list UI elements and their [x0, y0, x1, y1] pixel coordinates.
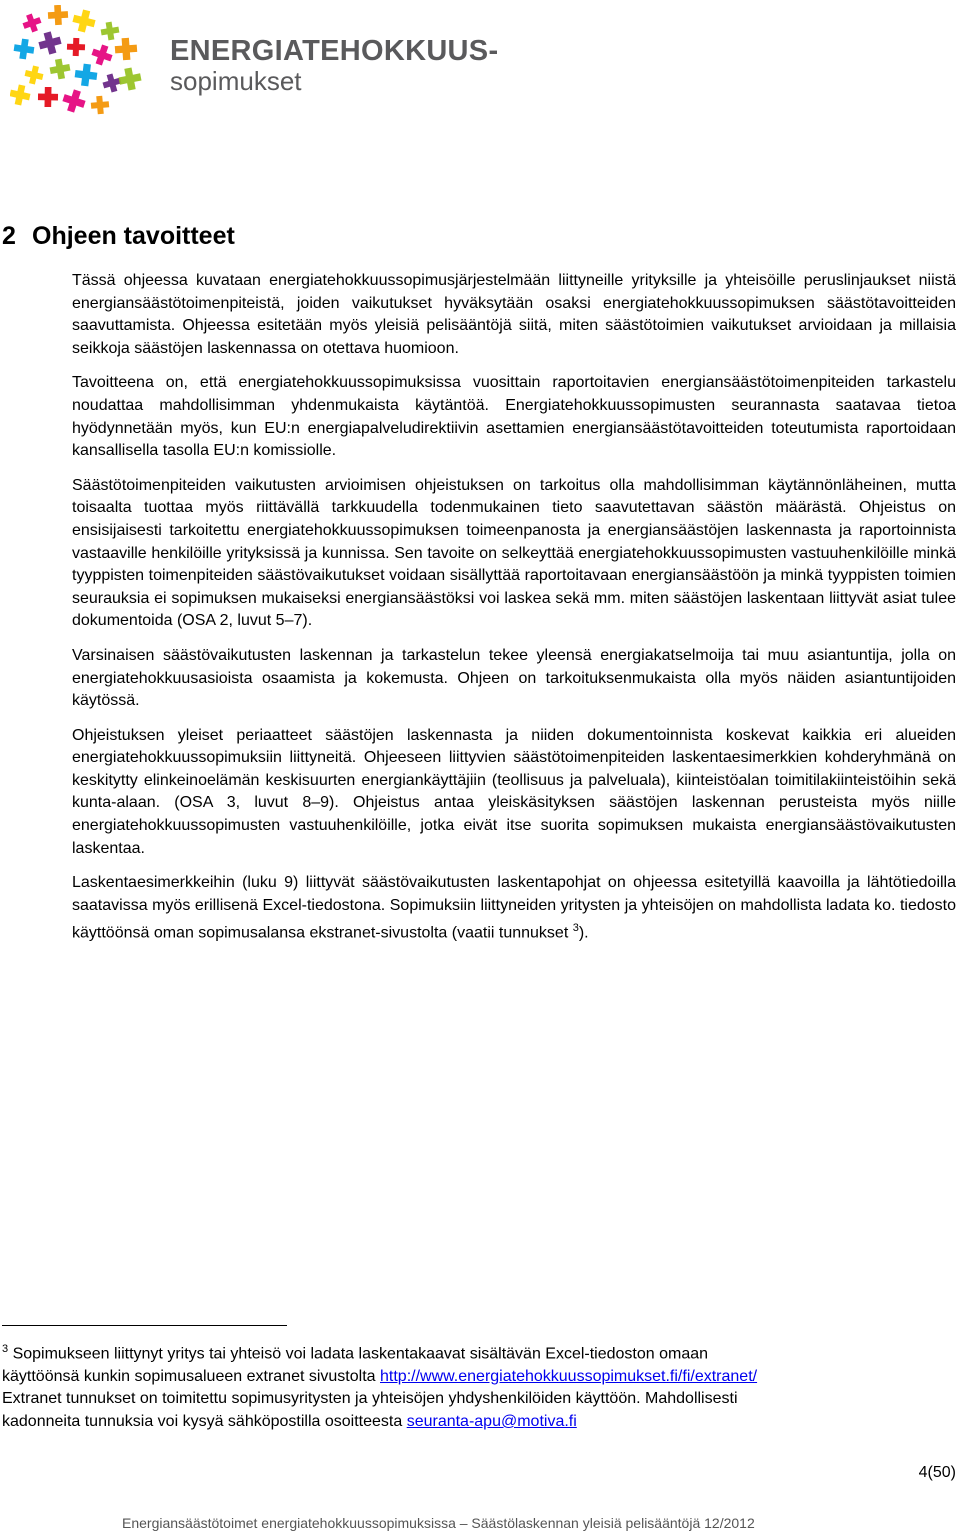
logo-subtitle: sopimukset	[170, 66, 302, 96]
logo-cross-shape	[67, 38, 86, 57]
footnote-text-2: käyttöönsä kunkin sopimusalueen extranet sivustolta	[2, 1367, 380, 1385]
logo-cross-shape	[74, 63, 99, 88]
extranet-link[interactable]: http://www.energiatehokkuussopimukset.fi/fi/extranet/	[380, 1367, 758, 1385]
footnote-marker: 3	[2, 1343, 9, 1355]
paragraph: Varsinaisen säästövaikutusten laskennan ja tarkastelun tekee yleensä energiakatselmoija tai muu asiantuntija, jolla on energiatehokkuusasioista osaamista ja kokemusta. Ohjeen on tarkoituksenmukaista olla myös näiden asiantuntijoiden käytössä.	[72, 646, 956, 710]
footnote-line	[2, 1411, 958, 1434]
body-text	[72, 270, 956, 957]
logo-cross-shape	[60, 87, 88, 115]
footnote	[2, 1338, 958, 1433]
footnote-line	[2, 1366, 958, 1389]
paragraph-text: Laskentaesimerkkeihin (luku 9) liittyvät säästövaikutusten laskentapohjat on ohjeessa esitetyillä kaavoilla ja lähtötiedoilla saatavissa myös erillisenä Excel-tiedostona. Sopimuksiin liittyneiden yritysten ja yhteisöjen on mahdollista ladata ko. tiedosto käyttöönsä oman sopimusalansa ekstranet-sivustolta (vaatii tunnukset	[72, 874, 956, 942]
footnote-text-4: kadonneita tunnuksia voi kysyä sähköpostilla osoitteesta	[2, 1412, 407, 1430]
logo-cross-shape	[90, 95, 110, 115]
footnote-text-1: Sopimukseen liittynyt yritys tai yhteisö voi ladata laskentakaavat sisältävän Excel-tiedoston omaan	[12, 1345, 709, 1363]
page-number: 4(50)	[918, 1464, 956, 1481]
logo-cross-shape	[100, 21, 121, 42]
logo-cross-shape	[71, 8, 98, 35]
logo-cross-shape	[37, 30, 64, 57]
footnote-line	[2, 1338, 958, 1366]
paragraph: Ohjeistuksen yleiset periaatteet säästöjen laskennasta ja niiden dokumentoinnista koskevat kaikkia eri alueiden energiatehokkuussopimuksiin liittyneitä. Ohjeeseen liittyvien säästötoimenpiteiden laskentaesimerkkien kohderyhmänä on keskitytty elinkeinoelämän keskisuurten energiankäyttäjiin (teollisuus ja palveluala), kiinteistöalan toimitilakiinteistöihin sekä kunta-alaan. (OSA 3, luvut 8–9). Ohjeistus antaa yleiskäsityksen säästöjen laskennan perusteista myös niille energiatehokkuussopimusten vastuuhenkilöille, jotka eivät itse suorita sopimuksen mukaista energiansäästövaikutusten laskentaa.	[72, 726, 956, 857]
section-heading	[2, 222, 235, 251]
footnote-line	[2, 1388, 958, 1411]
logo-cross-shape	[89, 42, 114, 67]
footnote-ref[interactable]: 3	[572, 922, 579, 935]
section-title: Ohjeen tavoitteet	[32, 222, 235, 250]
logo-cross-shape	[10, 83, 32, 107]
paragraph-tail: ).	[578, 924, 589, 942]
logo-cross-shape	[47, 5, 68, 26]
logo-cross-shape	[117, 66, 143, 92]
section-number: 2	[2, 222, 16, 250]
paragraph: Säästötoimenpiteiden vaikutusten arvioimisen ohjeistuksen on tarkoitus olla mahdollisimman käytännönläheinen, mutta toisaalta tuottaa myös riittävällä tarkkuudella todenmukainen tieto saavutettavan säästön määrästä. Ohjeistus on ensisijaisesti tarkoitettu energiatehokkuussopimuksen toimeenpanosta ja energiansäästöjen laskennasta ja raportoinnista vastaaville henkilöille yrityksissä ja kunnissa. Sen tavoite on selkeyttää energiatehokkuussopimusten vastuuhenkilöille minkä tyyppisten toimenpiteiden säästövaikutukset voidaan sisällyttää raportoitavaan energiansäästöön ja minkä tyyppisten toimien seurauksia ei sopimuksen mukaiseksi energiansäästöksi voi laskea sekä mm. miten säästöjen laskentaan liittyvät asiat tulee dokumentoida (OSA 2, luvut 5–7).	[72, 476, 956, 630]
footnote-text-3: Extranet tunnukset on toimitettu sopimusyritysten ja yhteisöjen yhdyshenkilöiden käyttöön. Mahdollisesti	[2, 1390, 738, 1408]
logo-cross-shape	[38, 87, 58, 107]
logo-cross-shape	[114, 37, 137, 60]
paragraph: Tässä ohjeessa kuvataan energiatehokkuussopimusjärjestelmään liittyneille yrityksille ja yhteisöille peruslinjaukset niistä energiansäästötoimenpiteistä, joiden vaikutukset hyväksytään osaksi energiatehokkuussopimuksen säästötavoitteiden saavuttamista. Ohjeessa esitetään myös yleisiä pelisääntöjä siitä, miten säästötoimien vaikutukset arvioidaan ja millaisia seikkoja säästöjen laskennassa on otettava huomioon.	[72, 272, 956, 357]
logo	[10, 5, 499, 115]
colorful-puzzle-cross-logo-icon	[10, 5, 160, 115]
paragraph: Tavoitteena on, että energiatehokkuussopimuksissa vuosittain raportoitavien energiansäästötoimenpiteiden tarkastelu noudattaa mahdollisimman yhdenmukaista käytäntöä. Energiatehokkuussopimusten seurannasta saatavaa tietoa hyödynnetään myös, kun EU:n energiapalveludirektiivin asettamien energiansäästötavoitteiden toteutumista raportoidaan kansallisella tasolla EU:n komissiolle.	[72, 374, 956, 460]
footnote-divider	[2, 1325, 287, 1326]
logo-cross-shape	[20, 11, 43, 34]
page-footer: Energiansäästötoimet energiatehokkuussopimuksissa – Säästölaskennan yleisiä pelisääntöjä 12/2012	[122, 1515, 755, 1531]
email-link[interactable]: seuranta-apu@motiva.fi	[406, 1412, 577, 1430]
logo-cross-shape	[13, 38, 36, 61]
logo-cross-shape	[23, 64, 45, 86]
paragraph-last	[72, 872, 956, 945]
logo-cross-shape	[48, 57, 71, 80]
logo-title: ENERGIATEHOKKUUS-	[170, 35, 499, 67]
